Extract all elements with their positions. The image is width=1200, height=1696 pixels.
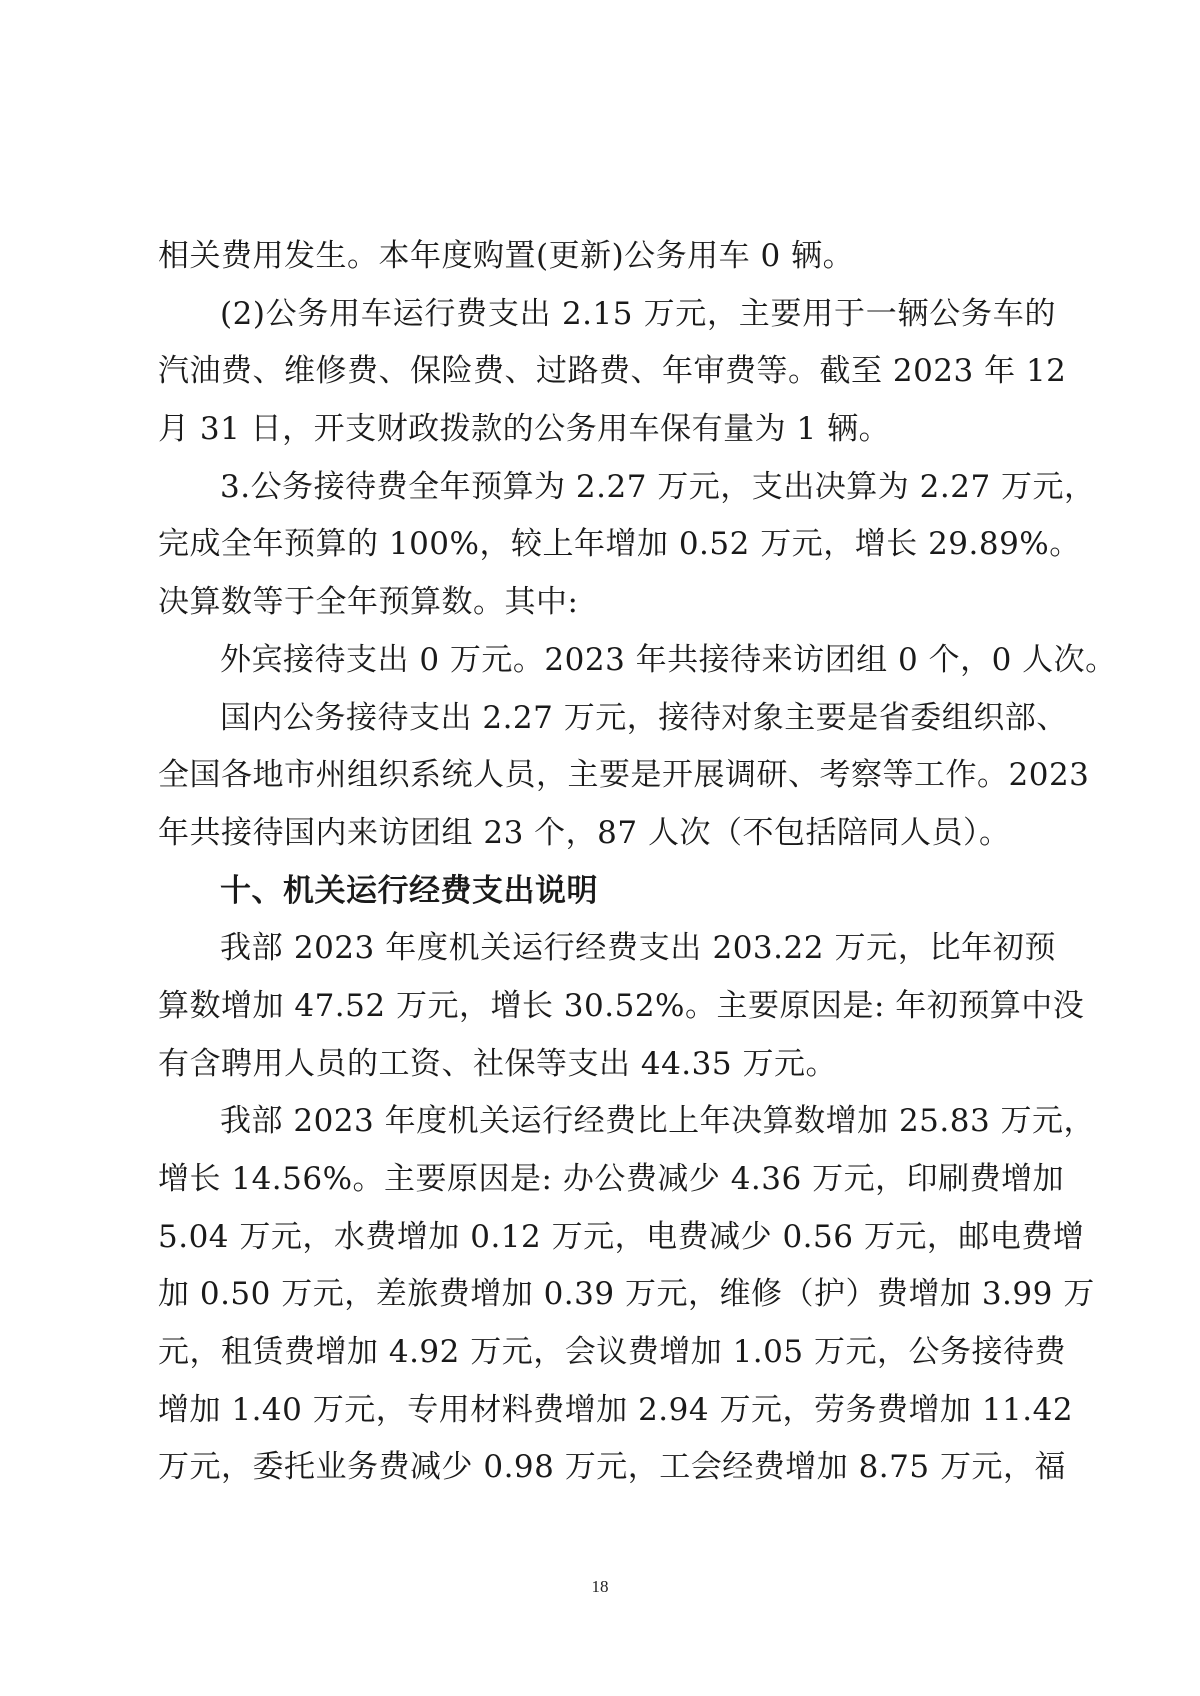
text-line: 相关费用发生。本年度购置(更新)公务用车 0 辆。 bbox=[158, 238, 855, 274]
page-number: 18 bbox=[591, 1577, 609, 1596]
document-body bbox=[158, 228, 1117, 1497]
text-line: 5.04 万元，水费增加 0.12 万元，电费减少 0.56 万元，邮电费增 bbox=[158, 1218, 1085, 1255]
text-line: 月 31 日，开支财政拨款的公务用车保有量为 1 辆。 bbox=[158, 411, 891, 448]
text-line: 外宾接待支出 0 万元。2023 年共接待来访团组 0 个，0 人次。 bbox=[220, 641, 1117, 678]
text-line: 我部 2023 年度机关运行经费比上年决算数增加 25.83 万元， bbox=[220, 1103, 1096, 1140]
text-line: 决算数等于全年预算数。其中: bbox=[158, 584, 579, 621]
section-heading: 十、机关运行经费支出说明 bbox=[220, 872, 598, 909]
text-line: 加 0.50 万元，差旅费增加 0.39 万元，维修（护）费增加 3.99 万 bbox=[158, 1276, 1095, 1313]
text-line: 增长 14.56%。主要原因是: 办公费减少 4.36 万元，印刷费增加 bbox=[158, 1161, 1065, 1197]
text-line: 汽油费、维修费、保险费、过路费、年审费等。截至 2023 年 12 bbox=[158, 353, 1067, 390]
text-line: 有含聘用人员的工资、社保等支出 44.35 万元。 bbox=[158, 1045, 837, 1082]
text-line: 完成全年预算的 100%，较上年增加 0.52 万元，增长 29.89%。 bbox=[158, 526, 1081, 563]
text-line: (2)公务用车运行费支出 2.15 万元，主要用于一辆公务车的 bbox=[220, 295, 1056, 332]
text-line: 我部 2023 年度机关运行经费支出 203.22 万元，比年初预 bbox=[220, 930, 1056, 967]
text-line: 国内公务接待支出 2.27 万元，接待对象主要是省委组织部、 bbox=[220, 699, 1068, 736]
text-line: 全国各地市州组织系统人员，主要是开展调研、考察等工作。2023 bbox=[158, 757, 1090, 794]
text-line: 年共接待国内来访团组 23 个，87 人次（不包括陪同人员）。 bbox=[158, 814, 1011, 851]
text-line: 万元，委托业务费减少 0.98 万元，工会经费增加 8.75 万元，福 bbox=[158, 1449, 1066, 1486]
text-line: 增加 1.40 万元，专用材料费增加 2.94 万元，劳务费增加 11.42 bbox=[158, 1391, 1074, 1428]
text-line: 3.公务接待费全年预算为 2.27 万元，支出决算为 2.27 万元， bbox=[220, 468, 1096, 505]
text-line: 元，租赁费增加 4.92 万元，会议费增加 1.05 万元，公务接待费 bbox=[158, 1334, 1066, 1371]
text-line: 算数增加 47.52 万元，增长 30.52%。主要原因是: 年初预算中没 bbox=[158, 987, 1085, 1024]
